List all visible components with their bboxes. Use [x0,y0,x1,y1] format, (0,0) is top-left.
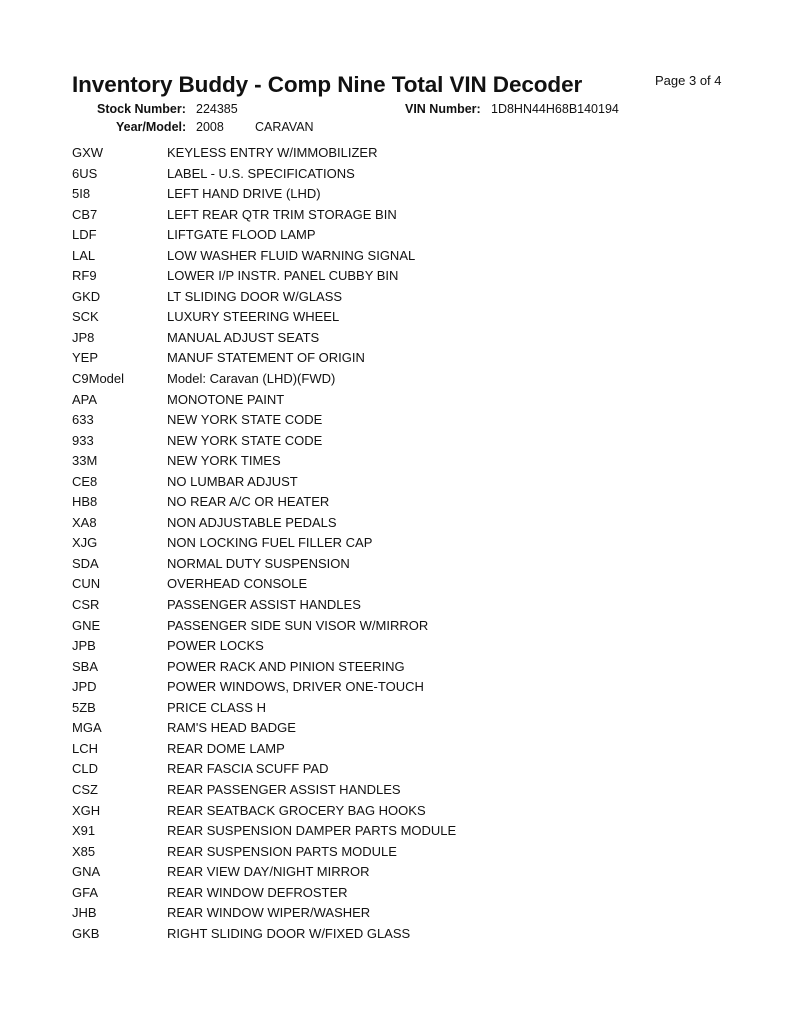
option-code: JPB [72,638,96,654]
page-number: Page 3 of 4 [655,73,722,88]
list-item [72,369,672,390]
option-description: NEW YORK STATE CODE [167,432,323,448]
option-code: XJG [72,535,98,551]
option-description: POWER LOCKS [167,638,264,654]
option-description: MONOTONE PAINT [167,391,285,407]
option-code: GNE [72,617,101,633]
option-description: REAR VIEW DAY/NIGHT MIRROR [167,864,370,880]
option-description: PASSENGER ASSIST HANDLES [167,597,361,613]
year-value: 2008 [196,120,224,134]
page-title: Inventory Buddy - Comp Nine Total VIN Decoder [72,72,583,97]
list-item [72,513,672,534]
option-code: 6US [72,165,98,181]
model-value: CARAVAN [255,120,314,134]
list-item [72,266,672,287]
option-description: LOW WASHER FLUID WARNING SIGNAL [167,247,416,263]
option-description: NON ADJUSTABLE PEDALS [167,514,337,530]
option-description: KEYLESS ENTRY W/IMMOBILIZER [167,145,378,160]
list-item [72,348,672,369]
list-item [72,143,672,164]
option-code: SCK [72,309,99,325]
list-item [72,287,672,308]
list-item [72,533,672,554]
option-code: GFA [72,884,99,900]
option-code: CE8 [72,473,98,489]
option-code-list [72,143,672,944]
option-description: NEW YORK STATE CODE [167,412,323,428]
option-code: C9Model [72,371,125,387]
option-code: LCH [72,740,99,756]
option-description: REAR SUSPENSION PARTS MODULE [167,843,397,859]
option-code: CSZ [72,781,98,797]
option-description: PASSENGER SIDE SUN VISOR W/MIRROR [167,617,429,633]
list-item [72,862,672,883]
stock-number-value: 224385 [196,102,238,116]
list-item [72,636,672,657]
option-code: LAL [72,247,96,263]
option-description: PRICE CLASS H [167,699,266,715]
option-code: XGH [72,802,101,818]
list-item [72,657,672,678]
list-item [72,924,672,945]
vin-number-label: VIN Number: [405,102,481,116]
option-description: POWER WINDOWS, DRIVER ONE-TOUCH [167,679,424,695]
option-description: REAR FASCIA SCUFF PAD [167,761,329,777]
option-code: HB8 [72,494,98,510]
option-description: Model: Caravan (LHD)(FWD) [167,371,336,387]
option-code: 5I8 [72,186,91,202]
option-description: POWER RACK AND PINION STEERING [167,658,405,674]
option-code: XA8 [72,514,97,530]
option-code: X91 [72,823,96,839]
option-code: GXW [72,145,104,160]
option-code: CLD [72,761,99,777]
vin-number-value: 1D8HN44H68B140194 [491,102,619,116]
option-description: LIFTGATE FLOOD LAMP [167,227,316,243]
option-description: MANUAL ADJUST SEATS [167,329,320,345]
list-item [72,246,672,267]
option-description: REAR SEATBACK GROCERY BAG HOOKS [167,802,426,818]
list-item [72,184,672,205]
option-code: MGA [72,720,102,736]
list-item [72,307,672,328]
list-item [72,780,672,801]
list-item [72,616,672,637]
option-code: JP8 [72,329,95,345]
option-description: REAR WINDOW DEFROSTER [167,884,348,900]
option-code: 933 [72,432,94,448]
option-code: APA [72,391,98,407]
list-item [72,451,672,472]
option-description: NEW YORK TIMES [167,453,281,469]
list-item [72,225,672,246]
year-model-label: Year/Model: [116,120,187,134]
option-code: JHB [72,905,97,921]
stock-number-label: Stock Number: [97,102,186,116]
list-item [72,554,672,575]
option-description: LUXURY STEERING WHEEL [167,309,340,325]
list-item [72,164,672,185]
option-code: GNA [72,864,101,880]
option-description: NO LUMBAR ADJUST [167,473,298,489]
option-description: REAR WINDOW WIPER/WASHER [167,905,371,921]
option-description: REAR DOME LAMP [167,740,285,756]
option-code: SBA [72,658,99,674]
list-item [72,472,672,493]
list-item [72,431,672,452]
list-item [72,801,672,822]
list-item [72,492,672,513]
option-description: NO REAR A/C OR HEATER [167,494,330,510]
option-description: LOWER I/P INSTR. PANEL CUBBY BIN [167,268,399,284]
list-item [72,903,672,924]
option-description: NORMAL DUTY SUSPENSION [167,555,350,571]
option-code: YEP [72,350,99,366]
option-code: 633 [72,412,94,428]
option-description: OVERHEAD CONSOLE [167,576,308,592]
option-description: LT SLIDING DOOR W/GLASS [167,288,343,304]
list-item [72,821,672,842]
list-item [72,390,672,411]
list-item [72,595,672,616]
option-code: CB7 [72,206,98,222]
option-description: REAR SUSPENSION DAMPER PARTS MODULE [167,823,457,839]
list-item [72,677,672,698]
list-item [72,842,672,863]
option-code: RF9 [72,268,97,284]
option-code: LDF [72,227,97,243]
option-description: RAM'S HEAD BADGE [167,720,296,736]
option-code: JPD [72,679,97,695]
list-item [72,410,672,431]
option-description: NON LOCKING FUEL FILLER CAP [167,535,373,551]
option-description: LEFT HAND DRIVE (LHD) [167,186,321,202]
list-item [72,328,672,349]
option-code: GKD [72,288,101,304]
list-item [72,698,672,719]
list-item [72,718,672,739]
option-description: LEFT REAR QTR TRIM STORAGE BIN [167,206,397,222]
option-code: CUN [72,576,101,592]
option-code: SDA [72,555,99,571]
option-code: 33M [72,453,98,469]
list-item [72,883,672,904]
option-description: LABEL - U.S. SPECIFICATIONS [167,165,355,181]
option-code: 5ZB [72,699,96,715]
option-code: GKB [72,925,100,941]
option-description: REAR PASSENGER ASSIST HANDLES [167,781,401,797]
option-code: X85 [72,843,96,859]
list-item [72,205,672,226]
list-item [72,574,672,595]
option-description: MANUF STATEMENT OF ORIGIN [167,350,365,366]
list-item [72,759,672,780]
option-code: CSR [72,597,100,613]
option-description: RIGHT SLIDING DOOR W/FIXED GLASS [167,925,411,941]
list-item [72,739,672,760]
